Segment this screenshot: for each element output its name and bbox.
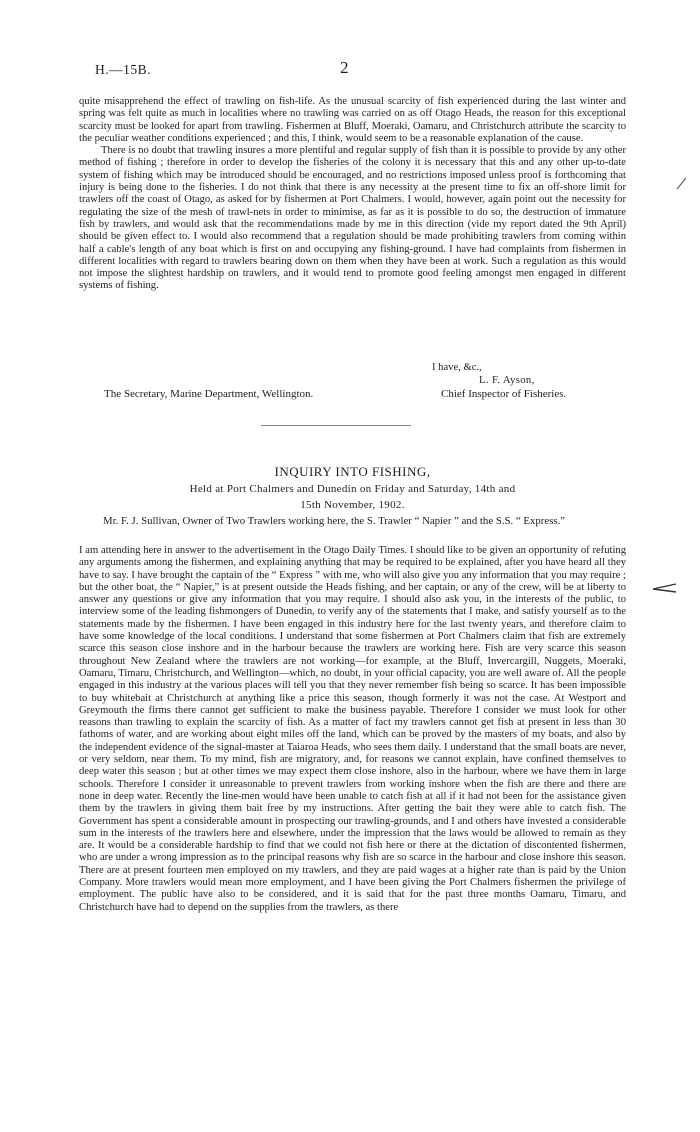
inquiry-subtitle-line-1: Held at Port Chalmers and Dunedin on Friday and Saturday, 14th and: [189, 483, 516, 495]
witness-testimony: [79, 545, 626, 914]
inquiry-subtitle-line-2: 15th November, 1902.: [300, 499, 405, 511]
report-body: [79, 96, 626, 293]
letter-closing: I have, &c.,: [432, 362, 482, 373]
witness-heading: Mr. F. J. Sullivan, Owner of Two Trawlers working here, the S. Trawler “ Napier ” and the S.S. “ Express.”: [103, 515, 566, 527]
arrow-margin-mark: [652, 582, 678, 594]
parliamentary-paper-reference: H.—15B.: [95, 62, 152, 77]
inquiry-title: INQUIRY INTO FISHING,: [274, 464, 431, 479]
report-paragraph: There is no doubt that trawling insures a more plentiful and regular supply of fish than it is possible to provide by any other method of fishing ; therefore in order to develop the fisheries of the colony it is necessary that this and any other up-to-date system of fishing which may be introduced should be encouraged, and no restrictions imposed unless proof is forthcoming that injury is being done to the fisheries. I do not think that there is any necessity at the present time to fix an off-shore limit for trawlers off the coast of Otago, as asked for by fishermen at Port Chalmers. I would, however, again point out the necessity for regulating the size of the mesh of trawl-nets in order to minimise, as far as it is possible to do so, the destruction of immature fish by trawlers, and would ask that the recommendations made by me in this direction (vide my report dated the 9th April) should be given effect to. I would also recommend that a regulation should be made prohibiting trawlers from coming within half a cable's length of any boat which is first on and occupying any fishing-ground. I have had complaints from fishermen in different localities with regard to trawlers bearing down on them when they have been at work. Such a regulation as this would not impose the slightest hardship on trawlers, and it would tend to promote good feeling amongst men engaged in different systems of fishing.: [79, 145, 626, 292]
signature-name: L. F. Ayson,: [479, 375, 535, 386]
report-paragraph: quite misapprehend the effect of trawling on fish-life. As the unusual scarcity of fish experienced during the last winter and spring was felt quite as much in localities where no trawling was carried on as off Otago Heads, the reason for this exceptional scarcity must be looked for apart from trawling. Fishermen at Bluff, Moeraki, Oamaru, and Christchurch attribute the scarcity to the peculiar weather conditions experienced ; and this, I think, would seem to be a reasonable explanation of the cause.: [79, 96, 626, 144]
signature-title: Chief Inspector of Fisheries.: [441, 388, 567, 400]
pencil-margin-mark: [676, 176, 688, 190]
section-divider: [261, 425, 411, 426]
testimony-paragraph: I am attending here in answer to the advertisement in the Otago Daily Times. I should like to be given an opportunity of refuting any arguments among the fishermen, and explaining anything that may be required to be explained, after you have heard all they have to say. I have brought the captain of the “ Express ” with me, who will also give you any information that you may require ; but the other boat, the “ Napier,” is at present outside the Heads fishing, and her captain, or any of the crew, will be at liberty to answer any questions or give any information that you may require. I should also ask you, in the interests of the public, to interview some of the leading fishmongers of Dunedin, to verify any of the statements that I make, and satisfy yourself as to the statements made by the fishermen. I have been engaged in this industry here for the last twenty years, and therefore claim to have some knowledge of the local conditions. I understand that some fishermen at Port Chalmers claim that fish are extremely scarce this season close inshore and in the harbour because the trawlers are working here. Fish are very scarce this season throughout New Zealand where the trawlers are not working—for example, at the Bluff, Invercargill, Nuggets, Moeraki, Oamaru, Timaru, Christchurch, and Wellington—which, no doubt, in your official capacity, you are well aware of. All the people engaged in this industry at the various places will tell you that they never remember fish being so scarce. It has been impossible to buy whitebait at Christchurch at anything like a price this season, though formerly it was not the case. At Westport and Greymouth the firms there cannot get sufficient to make the business payable. Therefore I consider we must look for other reasons than trawling to explain the scarcity of fish. As a matter of fact my trawlers cannot get fish at present in less than 30 fathoms of water, and are working about eight miles off the land, which can be proved by the masters of my boats, and also by the independent evidence of the signal-master at Taiaroa Heads, who sees them daily. I understand that the small boats are never, or very seldom, near them. To my mind, fish are migratory, and, for reasons we cannot explain, have confined themselves to deep water this season ; but at other times we may expect them close inshore, also in the harbour, where we have them in large schools. Therefore I consider it unreasonable to prevent trawlers from working inshore when the fish are there and there are none in deep water. Recently the line-men would have been unable to catch fish at all if it had not been for the assistance given them by the trawlers in giving them bait free by my instructions. After getting the bait they were able to catch fish. The Government has spent a considerable amount in prospecting our trawling-grounds, and I and others have invested a considerable sum in the interests of the trawlers here and elsewhere, under the impression that the laws would be allowed to remain as they are. It would be a considerable hardship to find that we could not fish here or there at the dictation of discontented fishermen, who are under a wrong impression as to the principal reasons why fish are so scarce in the harbour and close inshore this season. There are at present fourteen men employed on my trawlers, and they are paid wages at a higher rate than is paid by the Union Company. More trawlers would mean more employment, and I have been giving the Port Chalmers fishermen the privilege of employment. The public have also to be considered, and it is said that for the past three months Oamaru, Timaru, and Christchurch have had to depend on the supplies from the trawlers, as there: [79, 545, 626, 913]
letter-addressee: The Secretary, Marine Department, Wellington.: [104, 388, 314, 400]
page-number: 2: [340, 58, 349, 77]
